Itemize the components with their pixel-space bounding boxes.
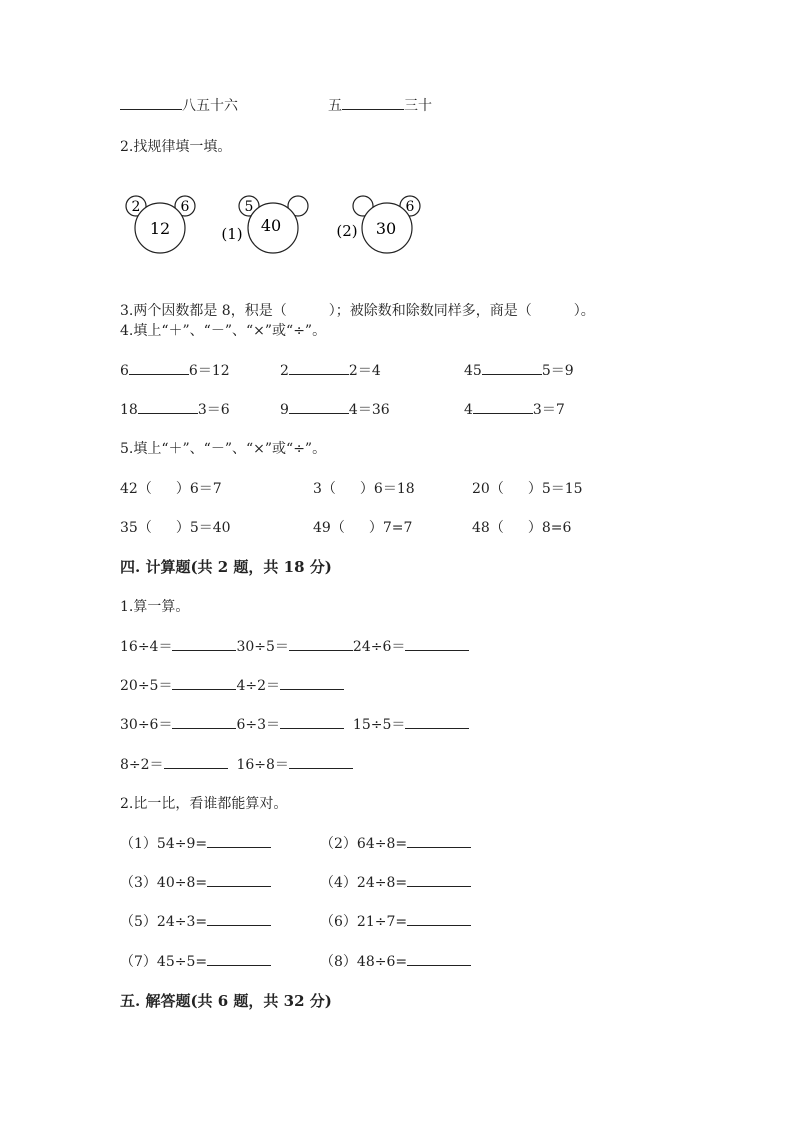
q4-item: 6 6＝12: [120, 363, 230, 379]
answer-blank[interactable]: [407, 835, 471, 848]
q4-item: 9 4＝36: [280, 402, 390, 418]
compare-item: （4）24÷8=: [320, 874, 471, 892]
q4-item: 18 3＝6: [120, 402, 230, 418]
center-value: 12: [149, 219, 171, 238]
answer-blank[interactable]: [482, 362, 542, 375]
pattern-figure-2: [221, 196, 308, 253]
answer-blank[interactable]: [280, 716, 344, 729]
calc-q1-title: 1.算一算。: [120, 599, 190, 615]
answer-blank[interactable]: [164, 756, 228, 769]
answer-blank[interactable]: [289, 638, 353, 651]
answer-blank[interactable]: [172, 716, 236, 729]
compare-item: （7）45÷5=: [120, 953, 271, 971]
pattern-figures: [110, 188, 450, 268]
ear-right-value: 6: [405, 199, 415, 215]
center-value: 40: [260, 216, 282, 235]
answer-blank[interactable]: [289, 362, 349, 375]
q5-item: 3（ ）6＝18: [313, 481, 415, 497]
top-fill-left: 八五十六: [120, 97, 238, 115]
section-four-heading: 四. 计算题(共 2 题，共 18 分): [120, 558, 332, 576]
compare-item: （2）64÷8=: [320, 835, 471, 853]
answer-blank[interactable]: [207, 913, 271, 926]
answer-blank[interactable]: [473, 401, 533, 414]
calc-row: 8÷2＝ 16÷8＝: [120, 756, 353, 774]
ear-right-value: 6: [180, 199, 190, 215]
answer-blank[interactable]: [172, 638, 236, 651]
answer-blank[interactable]: [342, 97, 404, 110]
answer-blank[interactable]: [207, 874, 271, 887]
answer-blank[interactable]: [407, 913, 471, 926]
compare-item: （5）24÷3=: [120, 913, 271, 931]
answer-blank[interactable]: [207, 835, 271, 848]
compare-item: （8）48÷6=: [320, 953, 471, 971]
calc-row: 16÷4＝ 30÷5＝ 24÷6＝: [120, 638, 469, 656]
answer-blank[interactable]: [129, 362, 189, 375]
pattern-figure-3: [336, 196, 420, 253]
answer-blank[interactable]: [138, 401, 198, 414]
answer-blank[interactable]: [405, 638, 469, 651]
q4-item: 4 3＝7: [464, 402, 565, 418]
answer-blank[interactable]: [120, 97, 182, 110]
figure-label: (2): [336, 222, 358, 240]
q3-text: 3.两个因数都是 8，积是（ ）；被除数和除数同样多，商是（ ）。: [120, 303, 595, 319]
answer-blank[interactable]: [207, 953, 271, 966]
q5-item: 42（ ）6＝7: [120, 481, 222, 497]
answer-blank[interactable]: [405, 716, 469, 729]
center-value: 30: [375, 219, 397, 238]
q5-item: 20（ ）5＝15: [472, 481, 583, 497]
compare-item: （3）40÷8=: [120, 874, 271, 892]
q5-title: 5.填上“＋”、“－”、“×”或“÷”。: [120, 441, 327, 457]
q5-item: 49（ ）7=7: [313, 520, 413, 536]
pattern-figure-1: [126, 196, 195, 253]
calc-row: 20÷5＝ 4÷2＝: [120, 677, 344, 695]
top-fill-right: 五 三十: [328, 98, 432, 114]
answer-blank[interactable]: [289, 756, 353, 769]
calc-q2-title: 2.比一比，看谁都能算对。: [120, 796, 288, 812]
ear-left-value: 5: [244, 199, 254, 215]
q4-item: 45 5＝9: [464, 363, 574, 379]
answer-blank[interactable]: [280, 677, 344, 690]
q5-item: 48（ ）8=6: [472, 520, 572, 536]
q5-item: 35（ ）5＝40: [120, 520, 231, 536]
answer-blank[interactable]: [172, 677, 236, 690]
q4-item: 2 2＝4: [280, 363, 381, 379]
answer-blank[interactable]: [289, 401, 349, 414]
section-five-heading: 五. 解答题(共 6 题，共 32 分): [120, 992, 332, 1010]
q4-title: 4.填上“＋”、“－”、“×”或“÷”。: [120, 323, 327, 339]
compare-item: （1）54÷9=: [120, 835, 271, 853]
q2-title: 2.找规律填一填。: [120, 139, 232, 155]
ear-left-value: 2: [131, 199, 141, 215]
answer-blank[interactable]: [407, 953, 471, 966]
answer-blank[interactable]: [407, 874, 471, 887]
compare-item: （6）21÷7=: [320, 913, 471, 931]
calc-row: 30÷6＝ 6÷3＝ 15÷5＝: [120, 716, 469, 734]
figure-label: (1): [221, 225, 243, 243]
